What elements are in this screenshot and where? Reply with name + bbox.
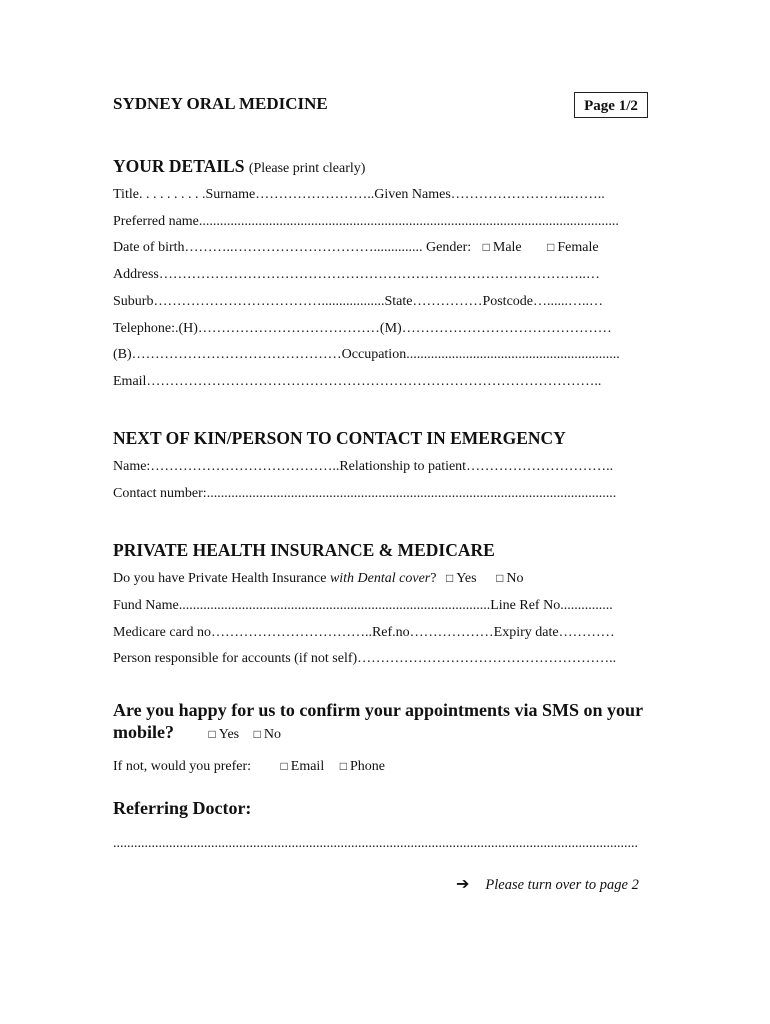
suburb-state-postcode-field[interactable]: Suburb………………………………..................State……………Postcode…......…..… — [113, 294, 603, 309]
medicare-field[interactable]: Medicare card no……………………………..Ref.no………………Expiry date………… — [113, 625, 615, 640]
referring-doctor-heading: Referring Doctor: — [113, 798, 252, 818]
checkbox-icon[interactable]: □ — [280, 759, 288, 773]
business-occupation-field[interactable]: (B)………………………………………Occupation............................................................. — [113, 347, 620, 362]
insurance-heading: PRIVATE HEALTH INSURANCE & MEDICARE — [113, 540, 495, 560]
checkbox-icon[interactable]: □ — [496, 571, 504, 585]
sms-no-option[interactable]: □ No — [253, 727, 281, 742]
address-field[interactable]: Address………………………………………………………………………………..… — [113, 267, 600, 282]
next-of-kin-heading: NEXT OF KIN/PERSON TO CONTACT IN EMERGENCY — [113, 428, 566, 448]
sms-question-block — [113, 699, 658, 746]
dob-field[interactable]: Date of birth………..………………………….............. Gender: — [113, 240, 472, 255]
arrow-right-icon: ➔ — [456, 876, 470, 893]
checkbox-icon[interactable]: □ — [208, 727, 216, 741]
checkbox-icon[interactable]: □ — [445, 571, 454, 585]
page-number-box: Page 1/2 — [574, 92, 648, 118]
insurance-yes-option[interactable]: □ Yes — [445, 571, 477, 586]
email-field[interactable]: Email…………………………………………………………………………………….. — [113, 374, 602, 389]
checkbox-icon[interactable]: □ — [547, 240, 555, 254]
sms-question: Are you happy for us to confirm your appointments via SMS on your mobile? — [113, 700, 643, 742]
checkbox-icon[interactable]: □ — [339, 759, 347, 773]
prefer-phone-option[interactable]: □ Phone — [339, 759, 385, 774]
prefer-label: If not, would you prefer: — [113, 759, 252, 774]
dob-gender-row — [113, 240, 599, 256]
preferred-name-field[interactable]: Preferred name........................................................................................................................ — [113, 214, 619, 229]
accounts-responsible-field[interactable]: Person responsible for accounts (if not self)……………………………………………….. — [113, 651, 617, 666]
prefer-email-option[interactable]: □ Email — [280, 759, 325, 774]
insurance-question: Do you have Private Health Insurance with Dental cover? — [113, 571, 437, 586]
sms-yes-option[interactable]: □ Yes — [208, 727, 240, 742]
your-details-heading — [113, 156, 365, 177]
referring-doctor-field[interactable]: ...................................................................................................................................................... — [113, 836, 638, 851]
female-option[interactable]: □ Female — [547, 240, 599, 255]
title-surname-names-field[interactable]: Title. . . . . . . . . .Surname……………………..Given Names……………………..…….. — [113, 187, 605, 202]
your-details-title: YOUR DETAILS — [113, 156, 245, 176]
male-option[interactable]: □ Male — [482, 240, 522, 255]
fund-name-line-ref-field[interactable]: Fund Name.........................................................................................Line Ref No............... — [113, 598, 613, 613]
kin-contact-number-field[interactable]: Contact number:..................................................................................................................... — [113, 486, 617, 501]
prefer-row — [113, 759, 385, 775]
clinic-name: SYDNEY ORAL MEDICINE — [113, 94, 328, 113]
telephone-field[interactable]: Telephone:.(H)…………………………………(M)……………………………………… — [113, 321, 612, 336]
kin-name-relationship-field[interactable]: Name:…………………………………..Relationship to patient………………………….. — [113, 459, 614, 474]
turn-over-note — [456, 874, 639, 894]
your-details-subtitle: (Please print clearly) — [248, 161, 366, 176]
insurance-question-row — [113, 571, 523, 587]
checkbox-icon[interactable]: □ — [253, 727, 261, 741]
insurance-no-option[interactable]: □ No — [496, 571, 524, 586]
turn-over-text: Please turn over to page 2 — [485, 877, 639, 893]
checkbox-icon[interactable]: □ — [482, 240, 490, 254]
